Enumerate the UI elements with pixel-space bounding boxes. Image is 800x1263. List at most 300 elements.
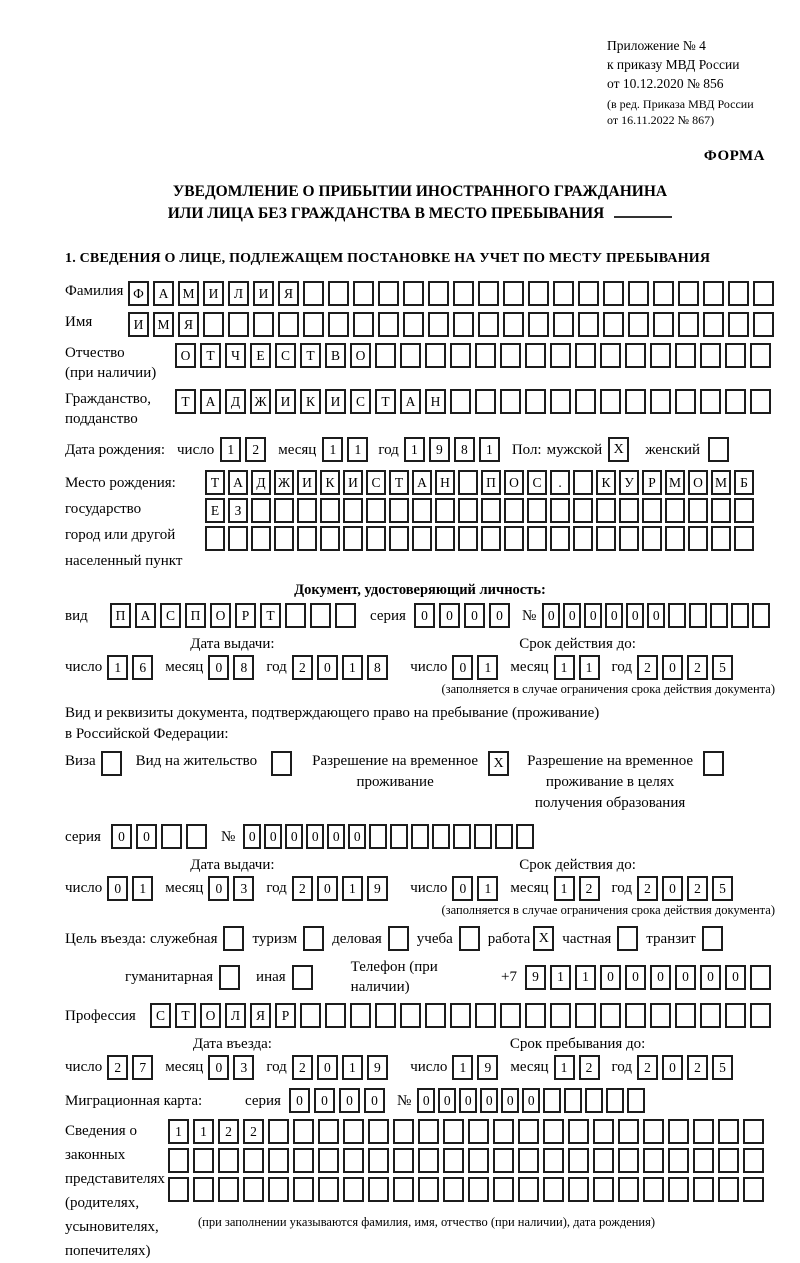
char-box[interactable] [450,389,471,414]
char-box[interactable] [390,824,408,849]
char-box[interactable] [389,498,409,523]
char-box[interactable]: 0 [542,603,560,628]
char-box[interactable] [564,1088,582,1113]
char-box[interactable] [400,343,421,368]
char-box[interactable]: М [665,470,685,495]
char-box[interactable]: С [350,389,371,414]
char-box[interactable] [458,470,478,495]
char-box[interactable]: 6 [132,655,153,680]
char-box[interactable] [593,1177,614,1202]
char-box[interactable]: 1 [404,437,425,462]
char-box[interactable] [668,1148,689,1173]
char-box[interactable]: Д [251,470,271,495]
char-box[interactable] [573,470,593,495]
char-box[interactable]: И [128,312,149,337]
char-box[interactable] [503,312,524,337]
char-box[interactable] [575,343,596,368]
gender-male-checkbox[interactable]: X [608,437,629,462]
purpose-private-checkbox[interactable] [617,926,638,951]
char-box[interactable] [503,281,524,306]
char-box[interactable] [750,389,771,414]
char-box[interactable] [725,389,746,414]
char-box[interactable]: 0 [285,824,303,849]
char-box[interactable]: А [153,281,174,306]
char-box[interactable]: 2 [243,1119,264,1144]
char-box[interactable] [318,1148,339,1173]
char-box[interactable] [675,389,696,414]
char-box[interactable]: 2 [218,1119,239,1144]
char-box[interactable]: И [343,470,363,495]
char-box[interactable] [168,1148,189,1173]
char-box[interactable] [728,281,749,306]
char-box[interactable] [400,1003,421,1028]
char-box[interactable] [393,1177,414,1202]
char-box[interactable]: Ж [250,389,271,414]
char-box[interactable]: 0 [208,876,229,901]
char-box[interactable] [474,824,492,849]
gender-female-checkbox[interactable] [708,437,729,462]
char-box[interactable] [642,498,662,523]
char-box[interactable]: 0 [650,965,671,990]
char-box[interactable] [700,389,721,414]
char-box[interactable]: А [228,470,248,495]
char-box[interactable]: Т [260,603,281,628]
char-box[interactable]: 1 [554,655,575,680]
char-box[interactable] [596,498,616,523]
char-box[interactable] [593,1119,614,1144]
char-box[interactable] [458,498,478,523]
char-box[interactable] [353,312,374,337]
char-box[interactable] [711,526,731,551]
char-box[interactable] [343,1119,364,1144]
char-box[interactable] [500,343,521,368]
char-box[interactable]: У [619,470,639,495]
char-box[interactable]: 1 [477,655,498,680]
char-box[interactable] [253,312,274,337]
char-box[interactable]: И [253,281,274,306]
char-box[interactable]: И [325,389,346,414]
char-box[interactable]: 9 [367,876,388,901]
char-box[interactable] [750,965,771,990]
char-box[interactable] [443,1119,464,1144]
char-box[interactable] [504,498,524,523]
char-box[interactable]: 8 [233,655,254,680]
char-box[interactable]: В [325,343,346,368]
char-box[interactable] [678,281,699,306]
char-box[interactable]: М [178,281,199,306]
char-box[interactable] [550,1003,571,1028]
char-box[interactable] [468,1119,489,1144]
char-box[interactable] [368,1177,389,1202]
char-box[interactable] [300,1003,321,1028]
char-box[interactable]: Е [205,498,225,523]
char-box[interactable]: 0 [339,1088,360,1113]
char-box[interactable]: С [366,470,386,495]
char-box[interactable] [297,498,317,523]
char-box[interactable] [432,824,450,849]
char-box[interactable] [478,312,499,337]
char-box[interactable]: 1 [479,437,500,462]
char-box[interactable] [528,312,549,337]
char-box[interactable]: . [550,470,570,495]
char-box[interactable] [575,1003,596,1028]
char-box[interactable] [218,1148,239,1173]
char-box[interactable] [328,312,349,337]
char-box[interactable] [268,1148,289,1173]
char-box[interactable] [468,1148,489,1173]
char-box[interactable] [293,1119,314,1144]
char-box[interactable]: Т [205,470,225,495]
char-box[interactable] [678,312,699,337]
char-box[interactable] [718,1148,739,1173]
char-box[interactable] [643,1148,664,1173]
char-box[interactable]: 2 [579,876,600,901]
char-box[interactable]: 5 [712,1055,733,1080]
char-box[interactable]: Л [225,1003,246,1028]
char-box[interactable] [734,498,754,523]
char-box[interactable] [161,824,182,849]
char-box[interactable]: 2 [245,437,266,462]
char-box[interactable]: 2 [579,1055,600,1080]
char-box[interactable] [425,343,446,368]
char-box[interactable]: 0 [289,1088,310,1113]
char-box[interactable] [578,281,599,306]
char-box[interactable] [628,312,649,337]
char-box[interactable] [711,498,731,523]
char-box[interactable]: 0 [136,824,157,849]
char-box[interactable] [328,281,349,306]
char-box[interactable] [618,1148,639,1173]
char-box[interactable] [725,343,746,368]
char-box[interactable] [734,526,754,551]
char-box[interactable]: И [297,470,317,495]
char-box[interactable] [278,312,299,337]
char-box[interactable]: Ч [225,343,246,368]
char-box[interactable]: 9 [477,1055,498,1080]
char-box[interactable] [274,526,294,551]
char-box[interactable] [453,312,474,337]
char-box[interactable]: 0 [647,603,665,628]
char-box[interactable] [627,1088,645,1113]
char-box[interactable]: 2 [637,655,658,680]
char-box[interactable]: К [300,389,321,414]
char-box[interactable]: 1 [477,876,498,901]
residence-permit-checkbox[interactable] [271,751,292,776]
char-box[interactable] [366,498,386,523]
char-box[interactable] [481,498,501,523]
char-box[interactable]: 2 [687,876,708,901]
char-box[interactable]: О [504,470,524,495]
char-box[interactable]: 2 [637,876,658,901]
char-box[interactable] [619,526,639,551]
char-box[interactable]: 2 [292,876,313,901]
char-box[interactable]: 0 [522,1088,540,1113]
char-box[interactable]: 0 [417,1088,435,1113]
char-box[interactable]: 3 [233,876,254,901]
char-box[interactable] [481,526,501,551]
char-box[interactable] [725,1003,746,1028]
char-box[interactable] [750,343,771,368]
char-box[interactable]: 5 [712,655,733,680]
char-box[interactable]: 0 [317,1055,338,1080]
char-box[interactable] [675,343,696,368]
char-box[interactable] [518,1148,539,1173]
char-box[interactable]: 8 [367,655,388,680]
char-box[interactable]: 1 [342,1055,363,1080]
char-box[interactable]: 1 [322,437,343,462]
char-box[interactable] [585,1088,603,1113]
char-box[interactable] [668,1119,689,1144]
char-box[interactable] [703,312,724,337]
char-box[interactable] [553,281,574,306]
char-box[interactable]: 0 [501,1088,519,1113]
char-box[interactable] [418,1119,439,1144]
char-box[interactable] [186,824,207,849]
char-box[interactable]: Т [389,470,409,495]
char-box[interactable] [403,312,424,337]
char-box[interactable]: 1 [579,655,600,680]
char-box[interactable]: 0 [675,965,696,990]
char-box[interactable]: 9 [429,437,450,462]
char-box[interactable] [753,281,774,306]
char-box[interactable] [693,1119,714,1144]
char-box[interactable]: 1 [220,437,241,462]
char-box[interactable] [665,498,685,523]
char-box[interactable] [412,498,432,523]
char-box[interactable] [593,1148,614,1173]
char-box[interactable] [516,824,534,849]
char-box[interactable]: П [481,470,501,495]
char-box[interactable]: О [350,343,371,368]
char-box[interactable] [518,1119,539,1144]
char-box[interactable] [193,1148,214,1173]
char-box[interactable] [251,498,271,523]
char-box[interactable]: 1 [452,1055,473,1080]
char-box[interactable] [575,389,596,414]
char-box[interactable] [303,281,324,306]
char-box[interactable] [378,281,399,306]
char-box[interactable] [603,312,624,337]
char-box[interactable] [435,498,455,523]
char-box[interactable]: 1 [347,437,368,462]
char-box[interactable] [418,1148,439,1173]
char-box[interactable] [527,498,547,523]
char-box[interactable] [453,281,474,306]
char-box[interactable]: 1 [342,655,363,680]
char-box[interactable] [193,1177,214,1202]
char-box[interactable]: 7 [132,1055,153,1080]
char-box[interactable]: 1 [342,876,363,901]
char-box[interactable]: Ж [274,470,294,495]
purpose-transit-checkbox[interactable] [702,926,723,951]
purpose-study-checkbox[interactable] [459,926,480,951]
char-box[interactable] [596,526,616,551]
char-box[interactable]: А [135,603,156,628]
char-box[interactable] [700,343,721,368]
char-box[interactable] [625,343,646,368]
char-box[interactable]: Д [225,389,246,414]
char-box[interactable] [366,526,386,551]
char-box[interactable]: 0 [348,824,366,849]
char-box[interactable] [525,389,546,414]
char-box[interactable]: Е [250,343,271,368]
char-box[interactable] [418,1177,439,1202]
char-box[interactable] [318,1119,339,1144]
char-box[interactable]: 0 [306,824,324,849]
char-box[interactable]: 0 [662,876,683,901]
char-box[interactable] [675,1003,696,1028]
char-box[interactable] [600,343,621,368]
char-box[interactable]: Т [200,343,221,368]
char-box[interactable] [443,1177,464,1202]
char-box[interactable] [573,526,593,551]
char-box[interactable]: Т [300,343,321,368]
char-box[interactable] [393,1119,414,1144]
char-box[interactable]: 9 [525,965,546,990]
char-box[interactable] [412,526,432,551]
char-box[interactable]: Л [228,281,249,306]
char-box[interactable] [700,1003,721,1028]
char-box[interactable] [650,1003,671,1028]
char-box[interactable] [268,1119,289,1144]
purpose-humanitarian-checkbox[interactable] [219,965,240,990]
char-box[interactable]: 0 [364,1088,385,1113]
char-box[interactable]: П [110,603,131,628]
char-box[interactable] [653,281,674,306]
char-box[interactable] [603,281,624,306]
char-box[interactable]: Т [375,389,396,414]
char-box[interactable] [493,1148,514,1173]
temp-residence-education-checkbox[interactable] [703,751,724,776]
char-box[interactable]: 0 [662,1055,683,1080]
char-box[interactable]: И [275,389,296,414]
char-box[interactable] [731,603,749,628]
char-box[interactable] [543,1148,564,1173]
char-box[interactable] [625,389,646,414]
char-box[interactable] [619,498,639,523]
char-box[interactable] [293,1148,314,1173]
char-box[interactable] [350,1003,371,1028]
char-box[interactable] [568,1119,589,1144]
char-box[interactable]: Т [175,1003,196,1028]
char-box[interactable]: М [711,470,731,495]
char-box[interactable] [553,312,574,337]
char-box[interactable]: 0 [243,824,261,849]
char-box[interactable]: 0 [459,1088,477,1113]
char-box[interactable] [320,526,340,551]
char-box[interactable] [458,526,478,551]
char-box[interactable] [293,1177,314,1202]
char-box[interactable] [718,1119,739,1144]
char-box[interactable]: 5 [712,876,733,901]
char-box[interactable]: 0 [452,655,473,680]
char-box[interactable] [368,1148,389,1173]
char-box[interactable]: 2 [107,1055,128,1080]
char-box[interactable]: 0 [111,824,132,849]
char-box[interactable] [203,312,224,337]
char-box[interactable]: А [200,389,221,414]
char-box[interactable] [718,1177,739,1202]
char-box[interactable] [310,603,331,628]
char-box[interactable] [478,281,499,306]
temp-residence-checkbox[interactable]: X [488,751,509,776]
char-box[interactable] [689,603,707,628]
char-box[interactable]: 0 [563,603,581,628]
char-box[interactable] [665,526,685,551]
char-box[interactable]: 0 [208,1055,229,1080]
char-box[interactable] [228,526,248,551]
char-box[interactable]: 0 [439,603,460,628]
purpose-tourism-checkbox[interactable] [303,926,324,951]
char-box[interactable]: 0 [107,876,128,901]
char-box[interactable] [550,343,571,368]
char-box[interactable]: 2 [687,655,708,680]
char-box[interactable]: Р [235,603,256,628]
char-box[interactable]: 9 [367,1055,388,1080]
char-box[interactable]: 0 [725,965,746,990]
char-box[interactable]: О [688,470,708,495]
char-box[interactable] [228,312,249,337]
char-box[interactable]: 0 [605,603,623,628]
char-box[interactable]: 1 [550,965,571,990]
char-box[interactable]: И [203,281,224,306]
char-box[interactable] [743,1148,764,1173]
char-box[interactable] [343,1148,364,1173]
char-box[interactable]: К [596,470,616,495]
char-box[interactable] [573,498,593,523]
char-box[interactable] [642,526,662,551]
char-box[interactable] [752,603,770,628]
char-box[interactable]: 3 [233,1055,254,1080]
char-box[interactable] [325,1003,346,1028]
char-box[interactable]: 0 [317,876,338,901]
char-box[interactable] [428,312,449,337]
purpose-business-checkbox[interactable] [388,926,409,951]
char-box[interactable] [753,312,774,337]
char-box[interactable]: 1 [554,876,575,901]
char-box[interactable] [578,312,599,337]
char-box[interactable] [251,526,271,551]
char-box[interactable]: З [228,498,248,523]
char-box[interactable] [453,824,471,849]
char-box[interactable] [625,1003,646,1028]
char-box[interactable]: 0 [327,824,345,849]
char-box[interactable] [688,498,708,523]
char-box[interactable] [643,1119,664,1144]
char-box[interactable] [243,1177,264,1202]
char-box[interactable] [688,526,708,551]
char-box[interactable] [693,1177,714,1202]
char-box[interactable] [750,1003,771,1028]
char-box[interactable] [525,1003,546,1028]
char-box[interactable] [353,281,374,306]
char-box[interactable] [527,526,547,551]
char-box[interactable]: О [200,1003,221,1028]
char-box[interactable] [650,343,671,368]
char-box[interactable]: Б [734,470,754,495]
char-box[interactable] [693,1148,714,1173]
char-box[interactable]: 1 [193,1119,214,1144]
char-box[interactable]: 0 [700,965,721,990]
char-box[interactable]: 1 [107,655,128,680]
char-box[interactable]: 1 [132,876,153,901]
char-box[interactable] [550,498,570,523]
char-box[interactable] [378,312,399,337]
char-box[interactable] [343,1177,364,1202]
char-box[interactable] [518,1177,539,1202]
purpose-official-checkbox[interactable] [223,926,244,951]
char-box[interactable] [468,1177,489,1202]
